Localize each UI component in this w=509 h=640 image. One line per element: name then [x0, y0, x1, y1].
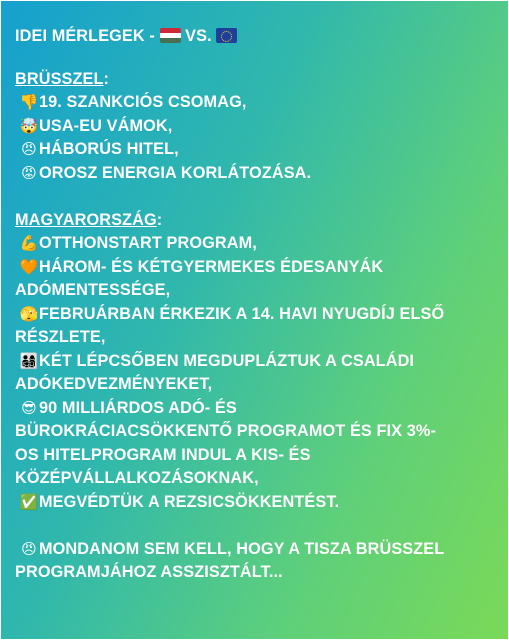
check-mark-icon: ✅ — [19, 493, 39, 511]
hungary-list-item-text: ADÓMENTESSÉGE, — [15, 281, 171, 299]
closing-line — [15, 538, 494, 562]
pouting-face-icon: 😡 — [21, 164, 37, 182]
closing-line-text: MONDANOM SEM KELL, HOGY A TISZA BRÜSSZEL — [39, 539, 445, 558]
brussel-list-item-text: USA-EU VÁMOK, — [39, 116, 173, 135]
eu-flag-icon — [216, 28, 237, 43]
hungary-list-item-continuation — [15, 326, 494, 350]
hungary-list-item-continuation — [15, 444, 494, 468]
brussel-list-item-text: 19. SZANKCIÓS CSOMAG, — [39, 93, 247, 111]
hungary-list-item — [15, 256, 494, 280]
brussel-section-heading — [15, 68, 494, 92]
hungary-list-item-text: MEGVÉDTÜK A REZSICSÖKKENTÉST. — [39, 492, 340, 511]
exploding-head-icon: 🤯 — [19, 117, 39, 135]
hungary-list-item-text: OS HITELPROGRAM INDUL A KIS- ÉS — [15, 445, 311, 464]
brussel-list-item — [15, 115, 494, 139]
closing-statement — [15, 538, 494, 585]
hungary-section-heading — [15, 209, 494, 233]
hungary-list-item-text: BÜROKRÁCIACSÖKKENTŐ PROGRAMOT ÉS FIX 3%- — [15, 422, 436, 440]
family-icon: 👨‍👩‍👧‍👦 — [19, 352, 39, 370]
hungary-list-item-text: FEBRUÁRBAN ÉRKEZIK A 14. HAVI NYUGDÍJ ELSŐ — [39, 304, 445, 323]
post-image-card — [1, 1, 508, 639]
brussel-list — [15, 91, 494, 185]
angry-face-icon: 😠 — [21, 141, 37, 158]
hungary-flag-icon — [160, 28, 181, 43]
hungary-list-item-text: OTTHONSTART PROGRAM, — [39, 234, 257, 252]
hungary-list — [15, 232, 494, 514]
hungary-list-item-text: KÖZÉPVÁLLALKOZÁSOKNAK, — [15, 469, 259, 487]
hungary-list-item-text: HÁROM- ÉS KÉTGYERMEKES ÉDESANYÁK — [39, 257, 384, 276]
hungary-list-item — [15, 350, 494, 374]
hungary-list-item-continuation — [15, 420, 494, 444]
post-title — [15, 25, 494, 49]
brussel-list-item-text: HÁBORÚS HITEL, — [39, 140, 179, 158]
title-text-start: IDEI MÉRLEGEK - — [15, 27, 160, 45]
hungary-list-item-text: ADÓKEDVEZMÉNYEKET, — [15, 375, 213, 393]
orange-heart-icon: 🧡 — [19, 258, 39, 276]
hungary-heading-colon: : — [156, 210, 163, 229]
hungary-list-item — [15, 491, 494, 515]
closing-line-text: PROGRAMJÁHOZ ASSZISZTÁLT... — [15, 563, 283, 581]
hungary-list-item — [15, 232, 494, 256]
hungary-list-item-text: 90 MILLIÁRDOS ADÓ- ÉS — [39, 398, 237, 417]
sunglasses-face-icon: 😎 — [21, 399, 37, 417]
section-spacer — [15, 514, 494, 538]
hungary-heading-text: MAGYARORSZÁG — [15, 210, 157, 229]
brussel-list-item — [15, 138, 494, 162]
brussel-heading-colon: : — [103, 69, 110, 88]
hungary-list-item-continuation — [15, 279, 494, 303]
peeking-face-icon: 🫣 — [19, 305, 39, 323]
thumbs-down-icon: 👎 — [19, 94, 39, 111]
hungary-list-item-text: KÉT LÉPCSŐBEN MEGDUPLÁZTUK A CSALÁDI — [39, 351, 415, 370]
brussel-list-item — [15, 162, 494, 186]
hungary-list-item-text: RÉSZLETE, — [15, 328, 106, 346]
hungary-list-item — [15, 303, 494, 327]
closing-line-continuation — [15, 561, 494, 585]
hungary-list-item-continuation — [15, 467, 494, 491]
hungary-list-item — [15, 397, 494, 421]
angry-face-icon: 😠 — [21, 540, 37, 558]
flexed-biceps-icon: 💪 — [19, 235, 39, 252]
section-spacer — [15, 185, 494, 209]
brussel-list-item — [15, 91, 494, 115]
hungary-list-item-continuation — [15, 373, 494, 397]
title-text-middle: VS. — [180, 27, 217, 45]
brussel-heading-text: BRÜSSZEL — [15, 69, 104, 88]
brussel-list-item-text: OROSZ ENERGIA KORLÁTOZÁSA. — [39, 163, 312, 182]
